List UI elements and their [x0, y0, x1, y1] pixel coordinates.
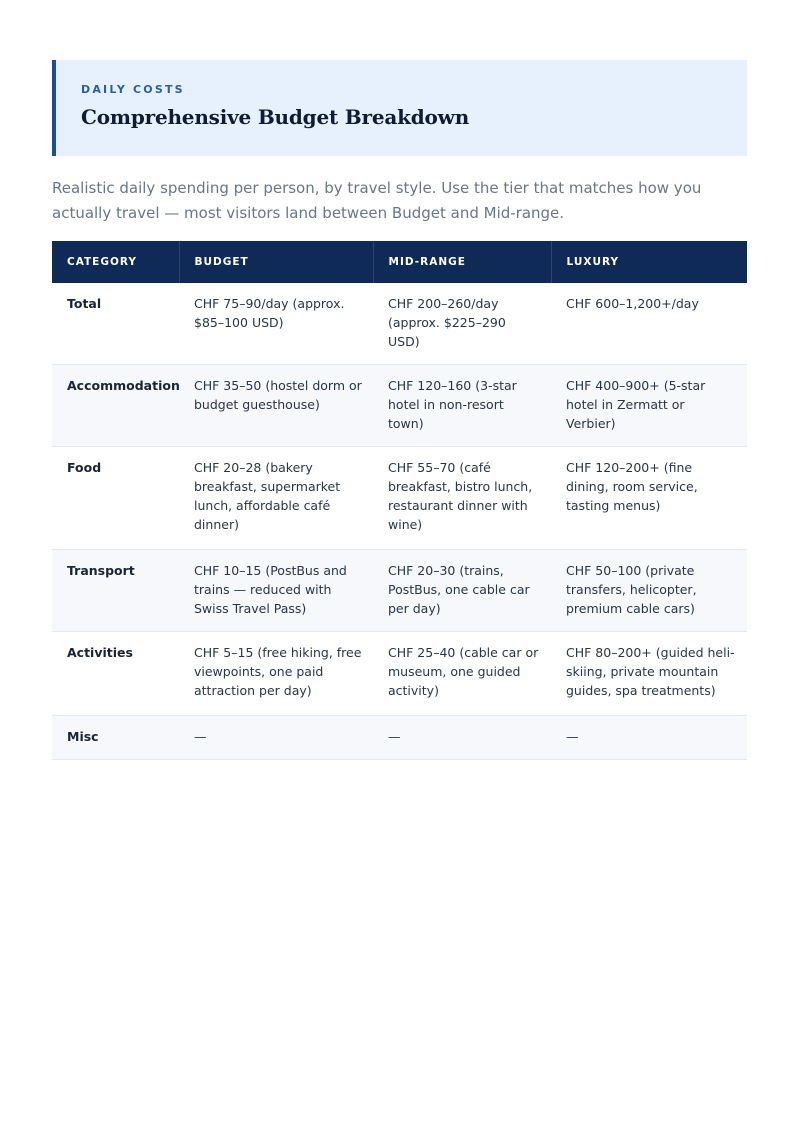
budget-cell: CHF 35–50 (hostel dorm or budget guesthouse) — [179, 365, 373, 447]
luxury-cell: CHF 600–1,200+/day — [551, 283, 747, 365]
table-header-row — [52, 241, 747, 283]
table-row-total — [52, 283, 747, 365]
midrange-cell: CHF 200–260/day (approx. $225–290 USD) — [373, 283, 551, 365]
luxury-cell: CHF 400–900+ (5-star hotel in Zermatt or Verbier) — [551, 365, 747, 447]
section-eyebrow: DAILY COSTS — [81, 83, 185, 96]
category-cell: Total — [52, 283, 179, 365]
column-header-category: CATEGORY — [52, 241, 179, 283]
budget-cell: — — [179, 716, 373, 760]
budget-cell: CHF 75–90/day (approx. $85–100 USD) — [179, 283, 373, 365]
luxury-cell: CHF 120–200+ (fine dining, room service, tasting menus) — [551, 447, 747, 550]
midrange-cell: CHF 55–70 (café breakfast, bistro lunch, restaurant dinner with wine) — [373, 447, 551, 550]
table-row-activities — [52, 632, 747, 716]
luxury-cell: CHF 50–100 (private transfers, helicopter, premium cable cars) — [551, 550, 747, 632]
column-header-budget: BUDGET — [179, 241, 373, 283]
budget-cell: CHF 5–15 (free hiking, free viewpoints, one paid attraction per day) — [179, 632, 373, 716]
budget-cell: CHF 20–28 (bakery breakfast, supermarket lunch, affordable café dinner) — [179, 447, 373, 550]
luxury-cell: CHF 80–200+ (guided heli-skiing, private mountain guides, spa treatments) — [551, 632, 747, 716]
intro-paragraph: Realistic daily spending per person, by travel style. Use the tier that matches how you actually travel — most visitors land between Budget and Mid-range. — [52, 179, 702, 222]
category-cell: Activities — [52, 632, 179, 716]
category-cell: Misc — [52, 716, 179, 760]
category-cell: Food — [52, 447, 179, 550]
table-body — [52, 283, 747, 760]
table-row-food — [52, 447, 747, 550]
midrange-cell: CHF 25–40 (cable car or museum, one guided activity) — [373, 632, 551, 716]
section-header — [52, 60, 747, 156]
table-row-accommodation — [52, 365, 747, 447]
midrange-cell: — — [373, 716, 551, 760]
category-cell: Transport — [52, 550, 179, 632]
page-title: Comprehensive Budget Breakdown — [81, 105, 470, 129]
table-row-transport — [52, 550, 747, 632]
table-row-misc — [52, 716, 747, 760]
column-header-midrange: MID-RANGE — [373, 241, 551, 283]
budget-cell: CHF 10–15 (PostBus and trains — reduced with Swiss Travel Pass) — [179, 550, 373, 632]
table-header — [52, 241, 747, 283]
column-header-luxury: LUXURY — [551, 241, 747, 283]
midrange-cell: CHF 120–160 (3-star hotel in non-resort town) — [373, 365, 551, 447]
luxury-cell: — — [551, 716, 747, 760]
category-cell: Accommodation — [52, 365, 179, 447]
midrange-cell: CHF 20–30 (trains, PostBus, one cable car per day) — [373, 550, 551, 632]
budget-table — [52, 241, 747, 760]
